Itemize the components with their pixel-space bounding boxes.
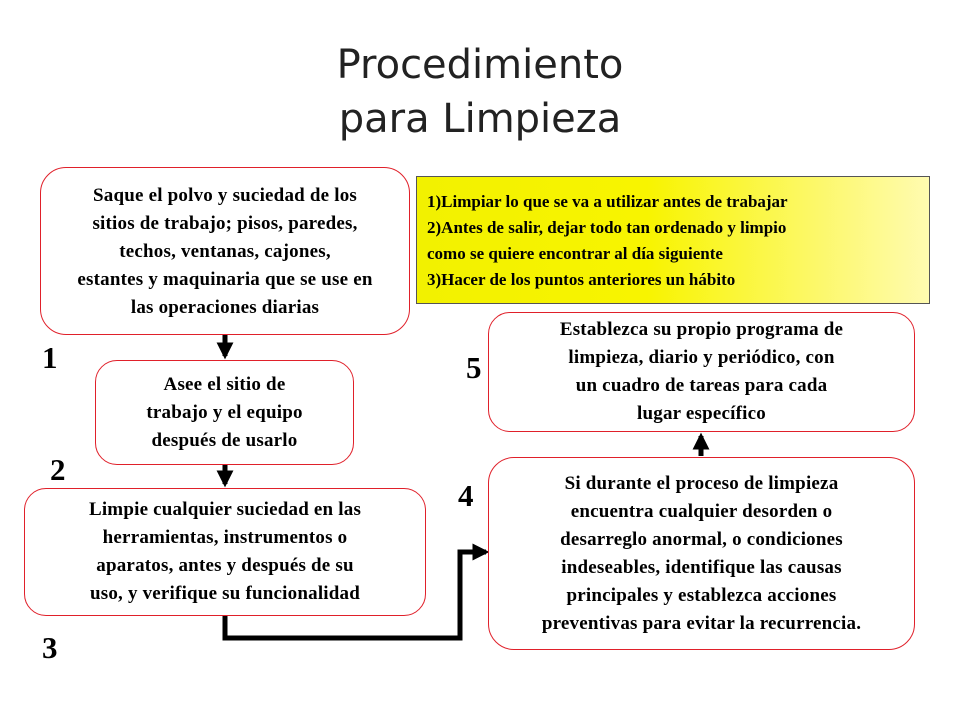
step-4-line: indeseables, identifique las causas [561, 556, 842, 578]
step-2-line: después de usarlo [151, 429, 298, 451]
step-5-line: lugar específico [637, 403, 766, 424]
step-4-line: Si durante el proceso de limpieza [564, 472, 839, 494]
step-1-number: 1 [42, 340, 58, 375]
step-3-line: herramientas, instrumentos o [102, 527, 348, 548]
step-4-line: desarreglo anormal, o condiciones [560, 528, 843, 550]
step-1-line: Saque el polvo y suciedad de los [92, 185, 357, 206]
step-1-line: las operaciones diarias [130, 297, 320, 318]
step-4-line: preventivas para evitar la recurrencia. [541, 612, 862, 634]
step-1-line: estantes y maquinaria que se use en [77, 269, 373, 290]
step-2-line: trabajo y el equipo [146, 401, 303, 423]
step-1-line: techos, ventanas, cajones, [119, 241, 331, 262]
step-4-number: 4 [458, 478, 474, 513]
step-3-line: aparatos, antes y después de su [96, 555, 354, 576]
step-5-line: Establezca su propio programa de [559, 319, 844, 340]
step-5-line: un cuadro de tareas para cada [575, 375, 828, 396]
step-1-box [40, 167, 410, 335]
step-3-line: uso, y verifique su funcionalidad [89, 583, 361, 604]
step-1-line: sitios de trabajo; pisos, paredes, [92, 213, 358, 234]
title-line-2: para Limpieza [338, 96, 622, 142]
step-3-line: Limpie cualquier suciedad en las [88, 499, 362, 520]
step-4-line: encuentra cualquier desorden o [570, 500, 833, 522]
step-5-box [488, 312, 915, 432]
rules-note [416, 176, 930, 304]
step-4-box [488, 457, 915, 650]
step-3-number: 3 [42, 630, 58, 665]
step-4-line: principales y establezca acciones [566, 584, 837, 606]
rule-line: 2)Antes de salir, dejar todo tan ordenado y limpio [427, 218, 787, 237]
rule-line: como se quiere encontrar al día siguiente [427, 244, 723, 263]
step-2-line: Asee el sitio de [163, 373, 286, 395]
step-2-number: 2 [50, 452, 66, 487]
step-2-box [95, 360, 354, 465]
rule-line: 3)Hacer de los puntos anteriores un hábito [427, 270, 736, 289]
title-line-1: Procedimiento [336, 42, 624, 88]
step-5-number: 5 [466, 350, 482, 385]
rule-line: 1)Limpiar lo que se va a utilizar antes de trabajar [427, 192, 788, 211]
step-3-box [24, 488, 426, 616]
step-5-line: limpieza, diario y periódico, con [568, 347, 835, 368]
